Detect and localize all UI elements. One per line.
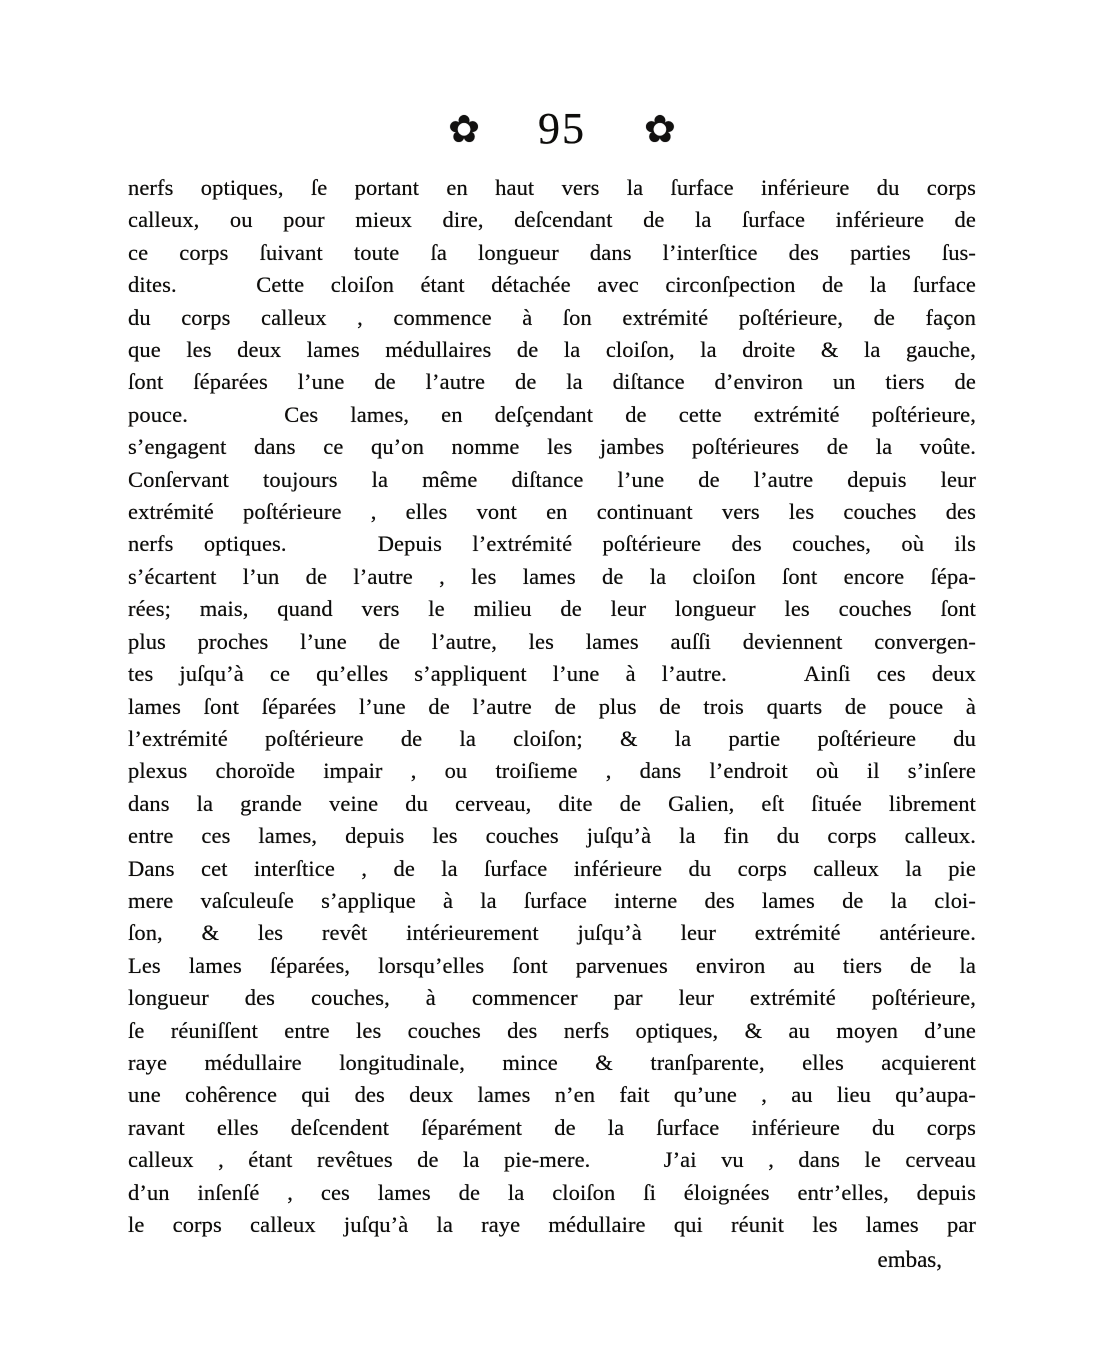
- text-line: mere vaſculeuſe s’applique à la ſurface interne des lames de la cloi-: [128, 887, 976, 913]
- text-line: le corps calleux juſqu’à la raye médullaire qui réunit les lames par: [128, 1212, 976, 1237]
- catchword: embas,: [877, 1247, 942, 1273]
- text-line: que les deux lames médullaires de la cloiſon, la droite & la gauche,: [128, 337, 976, 363]
- text-line: pouce. Ces lames, en deſçendant de cette extrémité poſtérieure,: [128, 401, 976, 427]
- text-line: une cohêrence qui des deux lames n’en fait qu’une , au lieu qu’aupa-: [128, 1082, 976, 1108]
- text-line: plus proches l’une de l’autre, les lames auſſi deviennent convergen-: [128, 628, 976, 654]
- text-line: l’extrémité poſtérieure de la cloiſon; & la partie poſtérieure du: [128, 725, 976, 751]
- text-line: ſon, & les revêt intérieurement juſqu’à leur extrémité antérieure.: [128, 920, 976, 946]
- text-line: extrémité poſtérieure , elles vont en continuant vers les couches des: [128, 499, 976, 525]
- text-line: d’un inſenſé , ces lames de la cloiſon ſi éloignées entr’elles, depuis: [128, 1179, 976, 1205]
- text-line: entre ces lames, depuis les couches juſqu’à la fin du corps calleux.: [128, 823, 976, 849]
- text-line: rées; mais, quand vers le milieu de leur longueur les couches ſont: [128, 596, 976, 622]
- text-line: lames ſont ſéparées l’une de l’autre de plus de trois quarts de pouce à: [128, 693, 976, 719]
- body-text: [128, 172, 976, 1241]
- text-line: tes juſqu’à ce qu’elles s’appliquent l’une à l’autre. Ainſi ces deux: [128, 661, 976, 687]
- text-line: nerfs optiques. Depuis l’extrémité poſtérieure des couches, où ils: [128, 531, 976, 557]
- text-line: calleux, ou pour mieux dire, deſcendant de la ſurface inférieure de: [128, 207, 976, 233]
- fleuron-right-icon: ✿: [644, 107, 676, 151]
- text-line: calleux , étant revêtues de la pie-mere. J’ai vu , dans le cerveau: [128, 1147, 976, 1173]
- text-line: Dans cet interſtice , de la ſurface inférieure du corps calleux la pie: [128, 855, 976, 881]
- page-number: 95: [538, 104, 586, 153]
- text-line: ce corps ſuivant toute ſa longueur dans l’interſtice des parties ſus-: [128, 239, 976, 265]
- text-line: ſont ſéparées l’une de l’autre de la diſtance d’environ un tiers de: [128, 369, 976, 395]
- text-line: ſe réuniſſent entre les couches des nerfs optiques, & au moyen d’une: [128, 1017, 976, 1043]
- page-header: [12, 0, 1100, 160]
- text-line: longueur des couches, à commencer par leur extrémité poſtérieure,: [128, 985, 976, 1011]
- text-line: Conſervant toujours la même diſtance l’une de l’autre depuis leur: [128, 466, 976, 492]
- text-line: dites. Cette cloiſon étant détachée avec circonſpection de la ſurface: [128, 272, 976, 298]
- text-line: s’écartent l’un de l’autre , les lames de la cloiſon ſont encore ſépa-: [128, 563, 976, 589]
- text-line: plexus choroïde impair , ou troiſieme , dans l’endroit où il s’inſere: [128, 758, 976, 784]
- text-line: dans la grande veine du cerveau, dite de Galien, eſt ſituée librement: [128, 790, 976, 816]
- fleuron-left-icon: ✿: [448, 107, 480, 151]
- text-line: du corps calleux , commence à ſon extrémité poſtérieure, de façon: [128, 304, 976, 330]
- text-line: nerfs optiques, ſe portant en haut vers la ſurface inférieure du corps: [128, 175, 976, 200]
- text-line: s’engagent dans ce qu’on nomme les jambes poſtérieures de la voûte.: [128, 434, 976, 460]
- text-line: ravant elles deſcendent ſéparément de la ſurface inférieure du corps: [128, 1114, 976, 1140]
- text-line: raye médullaire longitudinale, mince & tranſparente, elles acquierent: [128, 1049, 976, 1075]
- text-line: Les lames ſéparées, lorsqu’elles ſont parvenues environ au tiers de la: [128, 952, 976, 978]
